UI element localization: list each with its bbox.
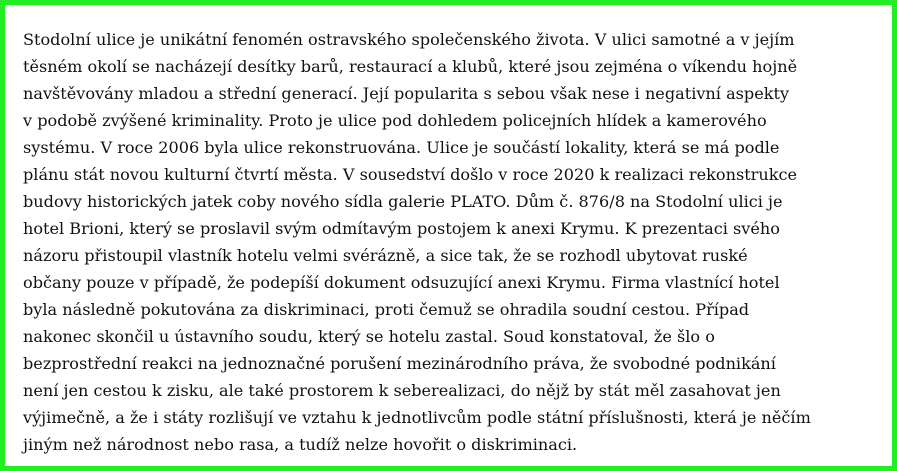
paragraph-line: není jen cestou k zisku, ale také prostorem k seberealizaci, do nějž by stát měl zasahovat jen (23, 381, 781, 400)
paragraph-line: systému. V roce 2006 byla ulice rekonstruována. Ulice je součástí lokality, která se má podle (23, 138, 780, 157)
paragraph-line: názoru přistoupil vlastník hotelu velmi svérázně, a sice tak, že se rozhodl ubytovat ruské (23, 246, 748, 265)
paragraph-line: bezprostřední reakci na jednoznačné porušení mezinárodního práva, že svobodné podnikání (23, 354, 776, 373)
paragraph-line: budovy historických jatek coby nového sídla galerie PLATO. Dům č. 876/8 na Stodolní ulici je (23, 192, 783, 211)
paragraph-line: hotel Brioni, který se proslavil svým odmítavým postojem k anexi Krymu. K prezentaci svého (23, 219, 780, 238)
paragraph-line: výjimečně, a že i státy rozlišují ve vztahu k jednotlivcům podle státní příslušnosti, která je něčím (23, 408, 811, 427)
paragraph-line: Stodolní ulice je unikátní fenomén ostravského společenského života. V ulici samotné a v jejím (23, 30, 795, 49)
paragraph-line: občany pouze v případě, že podepíší dokument odsuzující anexi Krymu. Firma vlastnící hotel (23, 273, 780, 292)
paragraph-line: byla následně pokutována za diskriminaci, proti čemuž se ohradila soudní cestou. Případ (23, 300, 750, 319)
paragraph-line: těsném okolí se nacházejí desítky barů, restaurací a klubů, které jsou zejména o víkendu hojně (23, 57, 798, 76)
paragraph-line: jiným než národnost nebo rasa, a tudíž nelze hovořit o diskriminaci. (23, 435, 578, 454)
paragraph-line: nakonec skončil u ústavního soudu, který se hotelu zastal. Soud konstatoval, že šlo o (23, 327, 715, 346)
paragraph-line: v podobě zvýšené kriminality. Proto je ulice pod dohledem policejních hlídek a kamerového (23, 111, 767, 130)
paragraph-line: navštěvovány mladou a střední generací. Její popularita s sebou však nese i negativní aspekty (23, 84, 790, 103)
paragraph-line: plánu stát novou kulturní čtvrtí města. V sousedství došlo v roce 2020 k realizaci rekonstrukce (23, 165, 798, 184)
paragraph (23, 26, 889, 458)
